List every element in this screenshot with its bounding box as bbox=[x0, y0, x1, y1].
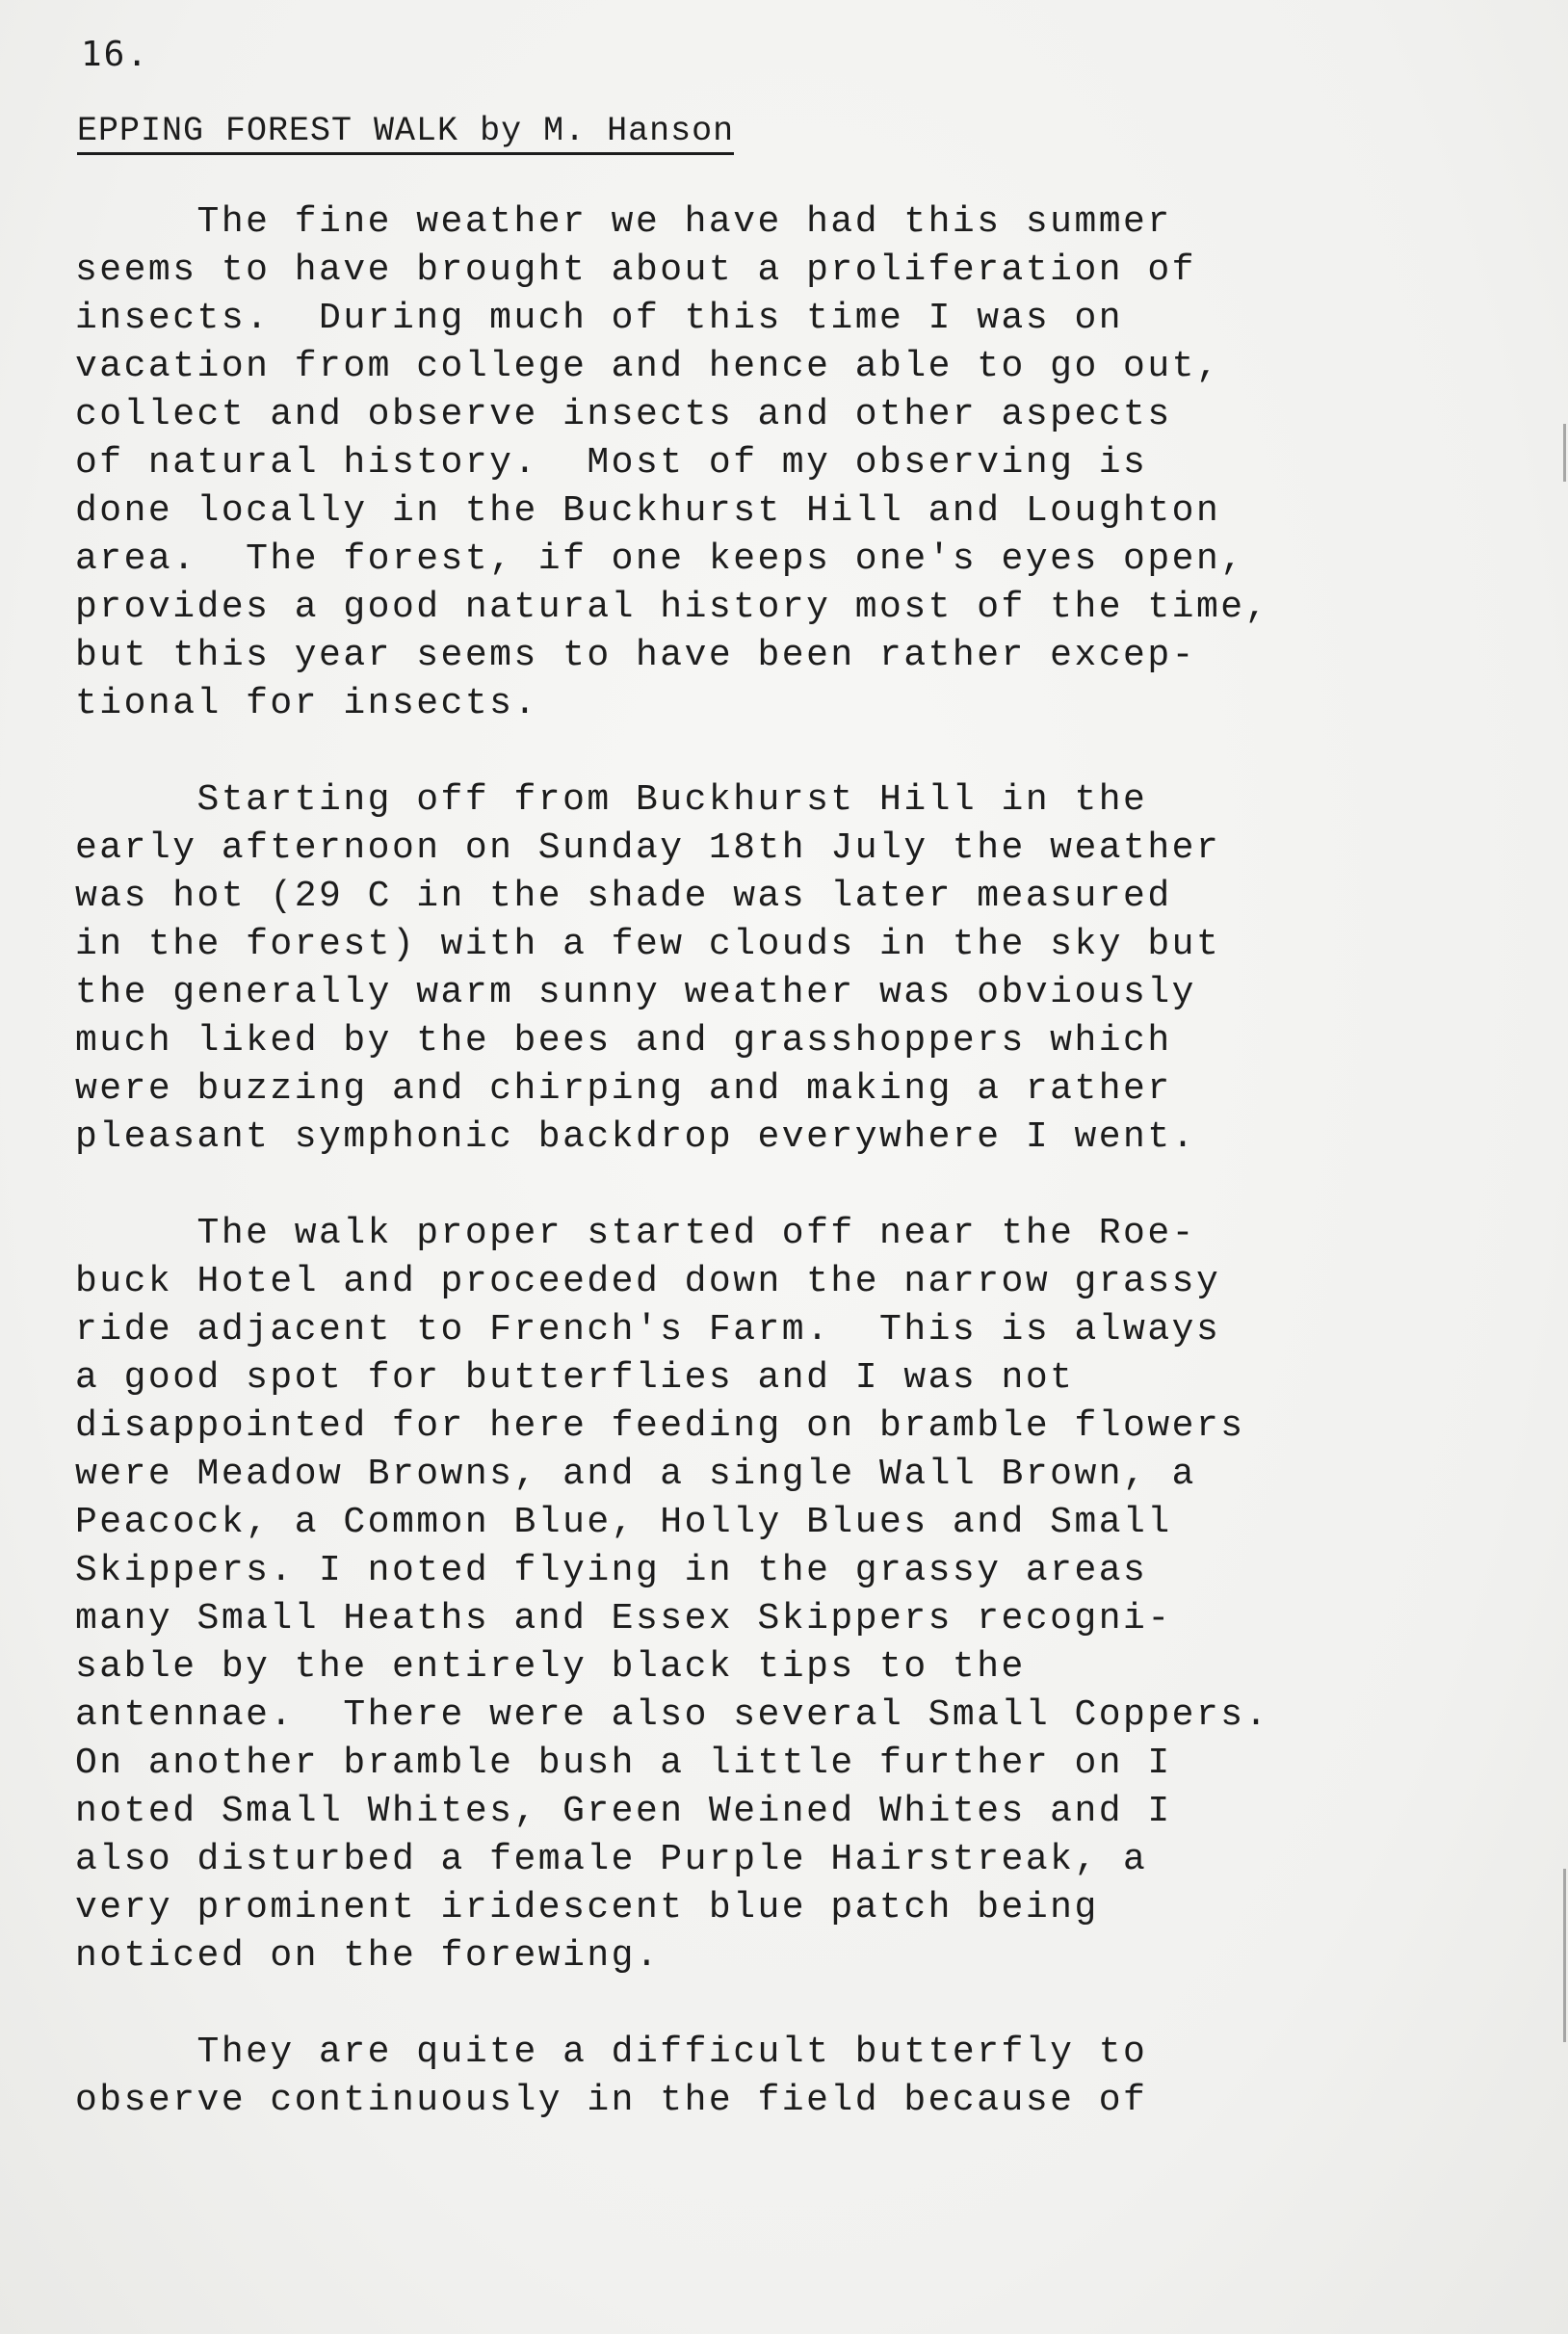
text-line: very prominent iridescent blue patch being bbox=[75, 1887, 1099, 1928]
text-line: They are quite a difficult butterfly to bbox=[75, 2032, 1148, 2073]
text-line: the generally warm sunny weather was obviously bbox=[75, 972, 1196, 1013]
paragraph-1 bbox=[75, 198, 1520, 728]
text-line: much liked by the bees and grasshoppers which bbox=[75, 1020, 1172, 1062]
text-line: Skippers. I noted flying in the grassy areas bbox=[75, 1550, 1148, 1591]
text-line: On another bramble bush a little further on I bbox=[75, 1743, 1172, 1784]
paragraph-2 bbox=[75, 776, 1520, 1162]
text-line: were buzzing and chirping and making a rather bbox=[75, 1068, 1172, 1110]
text-line: but this year seems to have been rather excep- bbox=[75, 635, 1196, 676]
text-line: seems to have brought about a proliferation of bbox=[75, 249, 1196, 291]
text-line: were Meadow Browns, and a single Wall Brown, a bbox=[75, 1454, 1196, 1495]
page-number: 16. bbox=[81, 35, 150, 74]
text-line: noticed on the forewing. bbox=[75, 1935, 661, 1977]
article-title: EPPING FOREST WALK by M. Hanson bbox=[77, 112, 734, 155]
text-line: tional for insects. bbox=[75, 683, 538, 724]
text-line: collect and observe insects and other aspects bbox=[75, 394, 1172, 435]
text-line: The fine weather we have had this summer bbox=[75, 201, 1172, 243]
text-line: The walk proper started off near the Roe- bbox=[75, 1213, 1196, 1254]
text-line: noted Small Whites, Green Weined Whites and I bbox=[75, 1791, 1172, 1832]
text-line: early afternoon on Sunday 18th July the weather bbox=[75, 827, 1221, 869]
text-line: done locally in the Buckhurst Hill and Loughton bbox=[75, 490, 1221, 532]
text-line: Peacock, a Common Blue, Holly Blues and Small bbox=[75, 1502, 1172, 1543]
text-line: many Small Heaths and Essex Skippers recogni- bbox=[75, 1598, 1172, 1639]
scan-edge-mark bbox=[1563, 424, 1566, 482]
text-line: pleasant symphonic backdrop everywhere I went. bbox=[75, 1116, 1196, 1158]
text-line: sable by the entirely black tips to the bbox=[75, 1646, 1026, 1688]
text-line: provides a good natural history most of the time, bbox=[75, 587, 1269, 628]
text-line: observe continuously in the field because of bbox=[75, 2080, 1148, 2121]
text-line: buck Hotel and proceeded down the narrow grassy bbox=[75, 1261, 1221, 1302]
text-line: also disturbed a female Purple Hairstreak, a bbox=[75, 1839, 1148, 1880]
text-line: in the forest) with a few clouds in the sky but bbox=[75, 924, 1221, 965]
text-line: area. The forest, if one keeps one's eyes open, bbox=[75, 538, 1245, 580]
text-line: a good spot for butterflies and I was not bbox=[75, 1357, 1075, 1399]
article-body bbox=[75, 198, 1520, 2173]
text-line: vacation from college and hence able to go out, bbox=[75, 346, 1221, 387]
text-line: disappointed for here feeding on bramble flowers bbox=[75, 1405, 1245, 1447]
text-line: of natural history. Most of my observing is bbox=[75, 442, 1148, 484]
paragraph-4 bbox=[75, 2029, 1520, 2125]
text-line: ride adjacent to French's Farm. This is always bbox=[75, 1309, 1221, 1351]
text-line: insects. During much of this time I was on bbox=[75, 298, 1124, 339]
scan-edge-mark bbox=[1563, 1869, 1566, 2042]
paragraph-3 bbox=[75, 1210, 1520, 1980]
text-line: was hot (29 C in the shade was later measured bbox=[75, 876, 1172, 917]
text-line: antennae. There were also several Small Coppers. bbox=[75, 1694, 1269, 1736]
text-line: Starting off from Buckhurst Hill in the bbox=[75, 779, 1148, 821]
